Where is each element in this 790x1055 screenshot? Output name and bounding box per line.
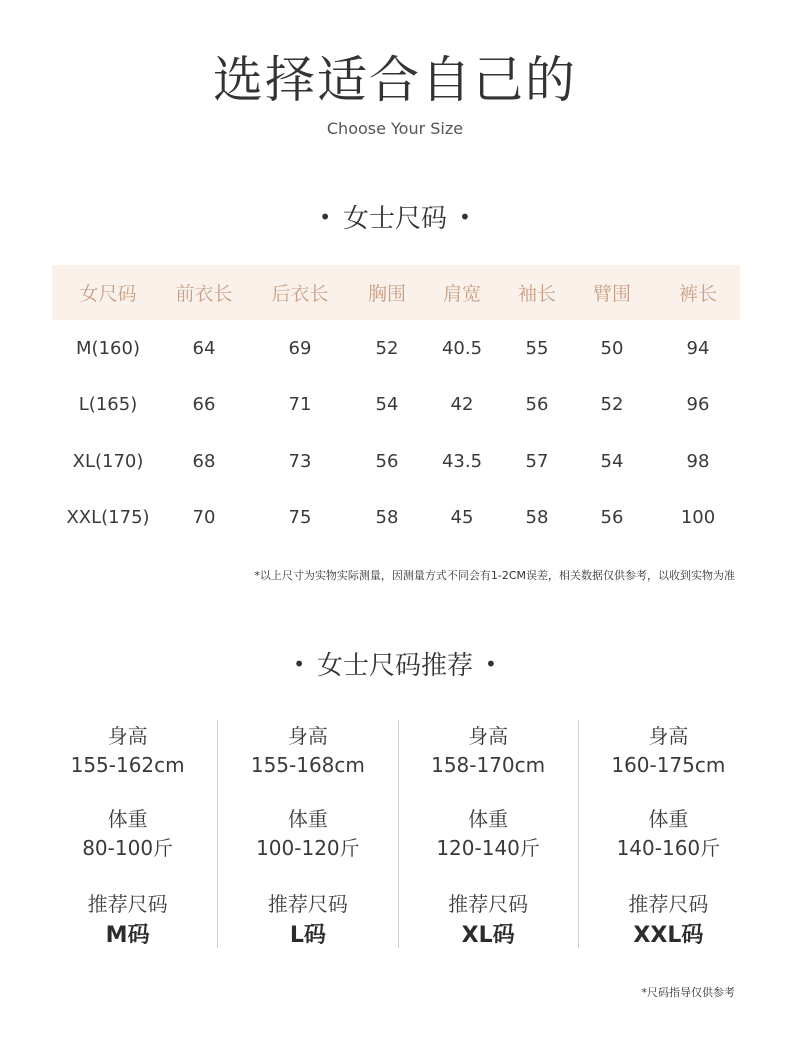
table-cell: 45 [450,507,474,529]
recommendation-column [38,720,218,948]
recommendation-title [0,647,790,683]
weight-label: 体重 [107,807,148,831]
height-value: 155-162cm [70,753,185,777]
size-value: XXL码 [633,923,704,948]
column-header: 胸围 [356,265,418,320]
table-cell: 66 [192,394,216,416]
table-cell: 54 [375,394,399,416]
recommendation-column [579,720,758,948]
table-cell: 70 [192,507,216,529]
table-cell: 50 [600,337,624,359]
column-header: 女尺码 [52,265,164,320]
table-cell: 52 [600,394,624,416]
table-cell: 58 [525,507,549,529]
page-title: 选择适合自己的 [213,51,577,109]
table-cell: 52 [375,337,399,359]
table-row [52,377,740,434]
column-header: 肩宽 [418,265,506,320]
bullet-dot: • [459,205,471,229]
weight-value: 140-160斤 [616,836,721,860]
weight-value: 80-100斤 [82,836,174,860]
bullet-dot: • [319,205,331,229]
table-cell: 58 [375,507,399,529]
size-label: 推荐尺码 [87,892,168,916]
table-cell: 68 [192,450,216,472]
table-cell: 96 [686,394,710,416]
table-row [52,433,740,490]
measurement-note: *以上尺寸为实物实际测量，因测量方式不同会有1-2CM误差，相关数据仅供参考，以收到实物为准 [254,569,735,582]
page-subtitle: Choose Your Size [326,119,464,138]
weight-value: 120-140斤 [436,836,540,860]
size-chart-title [0,200,790,236]
bullet-dot: • [293,652,305,676]
column-header: 裤长 [656,265,740,320]
table-cell: 71 [288,394,312,416]
size-label: 推荐尺码 [267,892,348,916]
column-header: 后衣长 [244,265,356,320]
table-cell: 69 [288,337,312,359]
table-cell: XXL(175) [66,507,150,529]
height-label: 身高 [468,724,509,748]
table-cell: 57 [525,450,549,472]
size-label: 推荐尺码 [628,892,709,916]
weight-label: 体重 [287,807,328,831]
size-value: M码 [105,923,150,948]
table-row [52,320,740,377]
weight-value: 100-120斤 [256,836,360,860]
table-cell: XL(170) [72,450,144,472]
table-cell: 54 [600,450,624,472]
table-cell: 64 [192,337,216,359]
size-chart-title-text: 女士尺码 [342,204,447,234]
recommendation-title-text: 女士尺码推荐 [316,651,473,681]
table-cell: 98 [686,450,710,472]
table-cell: M(160) [76,337,140,359]
recommendation-column [218,720,398,948]
table-cell: 43.5 [441,450,483,472]
table-cell: 100 [680,507,716,529]
table-cell: 40.5 [441,337,483,359]
table-cell: L(165) [78,394,138,416]
table-cell: 56 [525,394,549,416]
height-label: 身高 [107,724,148,748]
recommendation-grid [38,720,758,948]
bullet-dot: • [485,652,497,676]
reference-note: *尺码指导仅供参考 [641,986,735,999]
size-value: XL码 [461,923,515,948]
size-table [52,265,740,546]
table-row [52,490,740,547]
table-header-row [52,265,740,320]
height-value: 155-168cm [250,753,365,777]
weight-label: 体重 [648,807,689,831]
recommendation-column [399,720,579,948]
weight-label: 体重 [468,807,509,831]
table-cell: 55 [525,337,549,359]
column-header: 袖长 [506,265,568,320]
size-value: L码 [289,923,326,948]
column-header: 前衣长 [164,265,244,320]
table-cell: 42 [450,394,474,416]
size-label: 推荐尺码 [448,892,529,916]
table-cell: 56 [600,507,624,529]
height-label: 身高 [287,724,328,748]
height-value: 158-170cm [431,753,546,777]
height-value: 160-175cm [611,753,726,777]
table-cell: 94 [686,337,710,359]
table-cell: 56 [375,450,399,472]
table-cell: 73 [288,450,312,472]
table-cell: 75 [288,507,312,529]
column-header: 臂围 [568,265,656,320]
height-label: 身高 [648,724,689,748]
